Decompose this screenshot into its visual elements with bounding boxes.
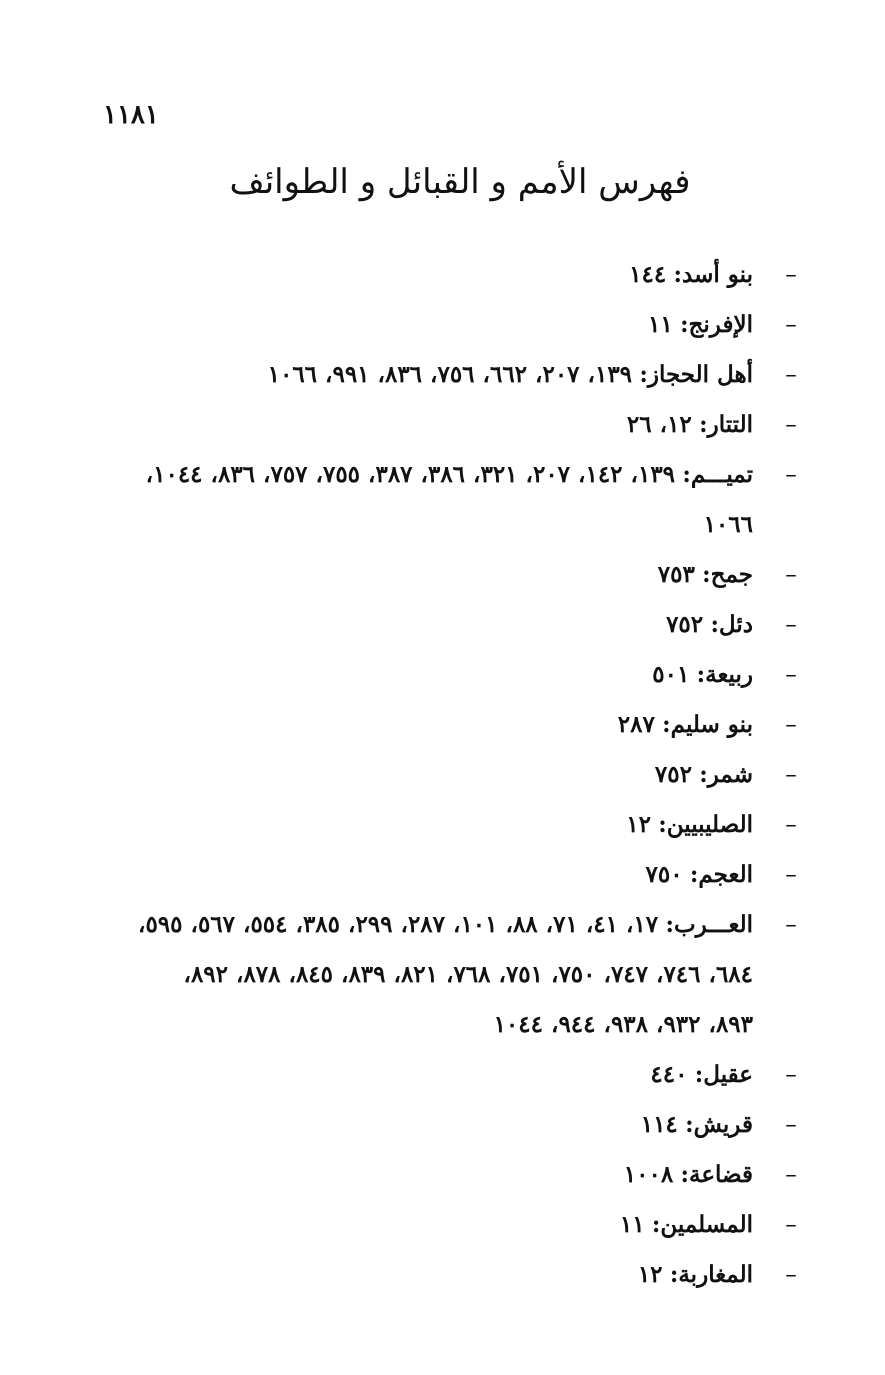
entry-line bbox=[95, 1200, 753, 1250]
index-entry bbox=[95, 700, 815, 750]
entry-line bbox=[95, 400, 753, 450]
entry-pages: ٨٩٣، ٩٣٢، ٩٣٨، ٩٤٤، ١٠٤٤ bbox=[493, 1011, 753, 1038]
entry-name: الإفرنج: bbox=[680, 311, 753, 338]
entry-name: بنو أسد: bbox=[673, 261, 753, 288]
entry-pages: ١٤٤ bbox=[629, 261, 667, 288]
entry-dash: – bbox=[785, 262, 797, 288]
entry-pages: ١٣٩، ١٤٢، ٢٠٧، ٣٢١، ٣٨٦، ٣٨٧، ٧٥٥، ٧٥٧، ٨٣٦، ١٠٤٤، bbox=[145, 461, 676, 488]
index-entry bbox=[95, 800, 815, 850]
entry-continuation-line bbox=[95, 950, 753, 1000]
entry-line bbox=[95, 300, 753, 350]
entry-dash: – bbox=[785, 412, 797, 438]
entry-continuation-line bbox=[95, 1000, 753, 1050]
index-entry bbox=[95, 600, 815, 650]
entry-body bbox=[95, 450, 767, 550]
entry-dash: – bbox=[785, 1112, 797, 1138]
entry-body bbox=[95, 850, 767, 900]
index-entry bbox=[95, 300, 815, 350]
entry-dash: – bbox=[785, 612, 797, 638]
entry-line bbox=[95, 1150, 753, 1200]
entry-line bbox=[95, 550, 753, 600]
page-title: فهرس الأمم و القبائل و الطوائف bbox=[229, 162, 691, 202]
entry-name: قضاعة: bbox=[680, 1161, 753, 1188]
entry-pages: ٢٨٧ bbox=[617, 711, 655, 738]
entry-body bbox=[95, 350, 767, 400]
entry-dash: – bbox=[785, 562, 797, 588]
entry-body bbox=[95, 600, 767, 650]
entry-name: بنو سليم: bbox=[662, 711, 753, 738]
entry-dash: – bbox=[785, 1062, 797, 1088]
entry-name: الصليبيين: bbox=[658, 811, 753, 838]
entry-dash: – bbox=[785, 362, 797, 388]
entry-line bbox=[95, 350, 753, 400]
index-entry bbox=[95, 1150, 815, 1200]
entry-pages: ٦٨٤، ٧٤٦، ٧٤٧، ٧٥٠، ٧٥١، ٧٦٨، ٨٢١، ٨٣٩، ٨٤٥، ٨٧٨، ٨٩٢، bbox=[183, 961, 753, 988]
entry-pages: ١٢ bbox=[626, 811, 651, 838]
entry-name: قريش: bbox=[685, 1111, 753, 1138]
entry-dash: – bbox=[785, 762, 797, 788]
entry-pages: ١٣٩، ٢٠٧، ٦٦٢، ٧٥٦، ٨٣٦، ٩٩١، ١٠٦٦ bbox=[267, 361, 633, 388]
index-entry bbox=[95, 1250, 815, 1300]
entry-dash: – bbox=[785, 912, 797, 938]
index-entries bbox=[95, 250, 815, 1300]
entry-pages: ٧٥٢ bbox=[666, 611, 704, 638]
entry-pages: ١١٤ bbox=[640, 1111, 678, 1138]
entry-body bbox=[95, 1200, 767, 1250]
index-entry bbox=[95, 250, 815, 300]
entry-name: ربيعة: bbox=[696, 661, 753, 688]
entry-line bbox=[95, 700, 753, 750]
entry-line bbox=[95, 1100, 753, 1150]
entry-name: التتار: bbox=[699, 411, 753, 438]
entry-name: دئل: bbox=[710, 611, 753, 638]
index-entry bbox=[95, 1100, 815, 1150]
index-entry bbox=[95, 1200, 815, 1250]
entry-body bbox=[95, 300, 767, 350]
entry-line bbox=[95, 1050, 753, 1100]
page-number: ١١٨١ bbox=[103, 100, 159, 130]
index-entry bbox=[95, 1050, 815, 1100]
entry-line bbox=[95, 800, 753, 850]
index-entry bbox=[95, 850, 815, 900]
entry-name: العـــرب: bbox=[665, 911, 753, 938]
entry-name: أهل الحجاز: bbox=[639, 361, 753, 388]
entry-pages: ١٠٦٦ bbox=[703, 511, 753, 538]
entry-name: شمر: bbox=[699, 761, 753, 788]
entry-body bbox=[95, 400, 767, 450]
entry-dash: – bbox=[785, 1212, 797, 1238]
index-entry bbox=[95, 750, 815, 800]
entry-body bbox=[95, 650, 767, 700]
entry-pages: ١٢ bbox=[637, 1261, 663, 1288]
entry-name: تميـــم: bbox=[682, 461, 753, 488]
entry-body bbox=[95, 800, 767, 850]
entry-line bbox=[95, 450, 753, 500]
entry-pages: ٧٥٢ bbox=[654, 761, 692, 788]
index-entry bbox=[95, 650, 815, 700]
entry-body bbox=[95, 1150, 767, 1200]
index-entry bbox=[95, 400, 815, 450]
entry-body bbox=[95, 550, 767, 600]
index-entry bbox=[95, 350, 815, 400]
entry-pages: ٧٥٣ bbox=[657, 561, 695, 588]
entry-pages: ١١ bbox=[619, 1211, 645, 1238]
entry-line bbox=[95, 750, 753, 800]
entry-dash: – bbox=[785, 712, 797, 738]
entry-name: عقيل: bbox=[694, 1061, 753, 1088]
entry-dash: – bbox=[785, 862, 797, 888]
entry-line bbox=[95, 1250, 753, 1300]
entry-dash: – bbox=[785, 462, 797, 488]
index-entry bbox=[95, 450, 815, 550]
entry-line bbox=[95, 600, 753, 650]
entry-body bbox=[95, 900, 767, 1050]
entry-pages: ٥٠١ bbox=[652, 661, 690, 688]
entry-pages: ٤٤٠ bbox=[650, 1061, 688, 1088]
entry-dash: – bbox=[785, 1262, 797, 1288]
entry-pages: ١٧، ٤١، ٧١، ٨٨، ١٠١، ٢٨٧، ٢٩٩، ٣٨٥، ٥٥٤، ٥٦٧، ٥٩٥، bbox=[138, 911, 659, 938]
entry-name: المسلمين: bbox=[651, 1211, 753, 1238]
entry-dash: – bbox=[785, 812, 797, 838]
entry-name: المغاربة: bbox=[669, 1261, 753, 1288]
entry-dash: – bbox=[785, 1162, 797, 1188]
entry-dash: – bbox=[785, 662, 797, 688]
entry-pages: ١١ bbox=[648, 311, 673, 338]
index-entry bbox=[95, 900, 815, 1050]
entry-line bbox=[95, 900, 753, 950]
entry-continuation-line bbox=[95, 500, 753, 550]
entry-line bbox=[95, 850, 753, 900]
entry-dash: – bbox=[785, 312, 797, 338]
entry-body bbox=[95, 1100, 767, 1150]
entry-body bbox=[95, 1250, 767, 1300]
entry-name: جمح: bbox=[702, 561, 753, 588]
entry-line bbox=[95, 650, 753, 700]
entry-body bbox=[95, 700, 767, 750]
entry-pages: ١٠٠٨ bbox=[623, 1161, 674, 1188]
entry-line bbox=[95, 250, 753, 300]
entry-body bbox=[95, 250, 767, 300]
entry-name: العجم: bbox=[689, 861, 753, 888]
entry-body bbox=[95, 1050, 767, 1100]
index-entry bbox=[95, 550, 815, 600]
entry-pages: ١٢، ٢٦ bbox=[626, 411, 692, 438]
entry-pages: ٧٥٠ bbox=[645, 861, 683, 888]
entry-body bbox=[95, 750, 767, 800]
